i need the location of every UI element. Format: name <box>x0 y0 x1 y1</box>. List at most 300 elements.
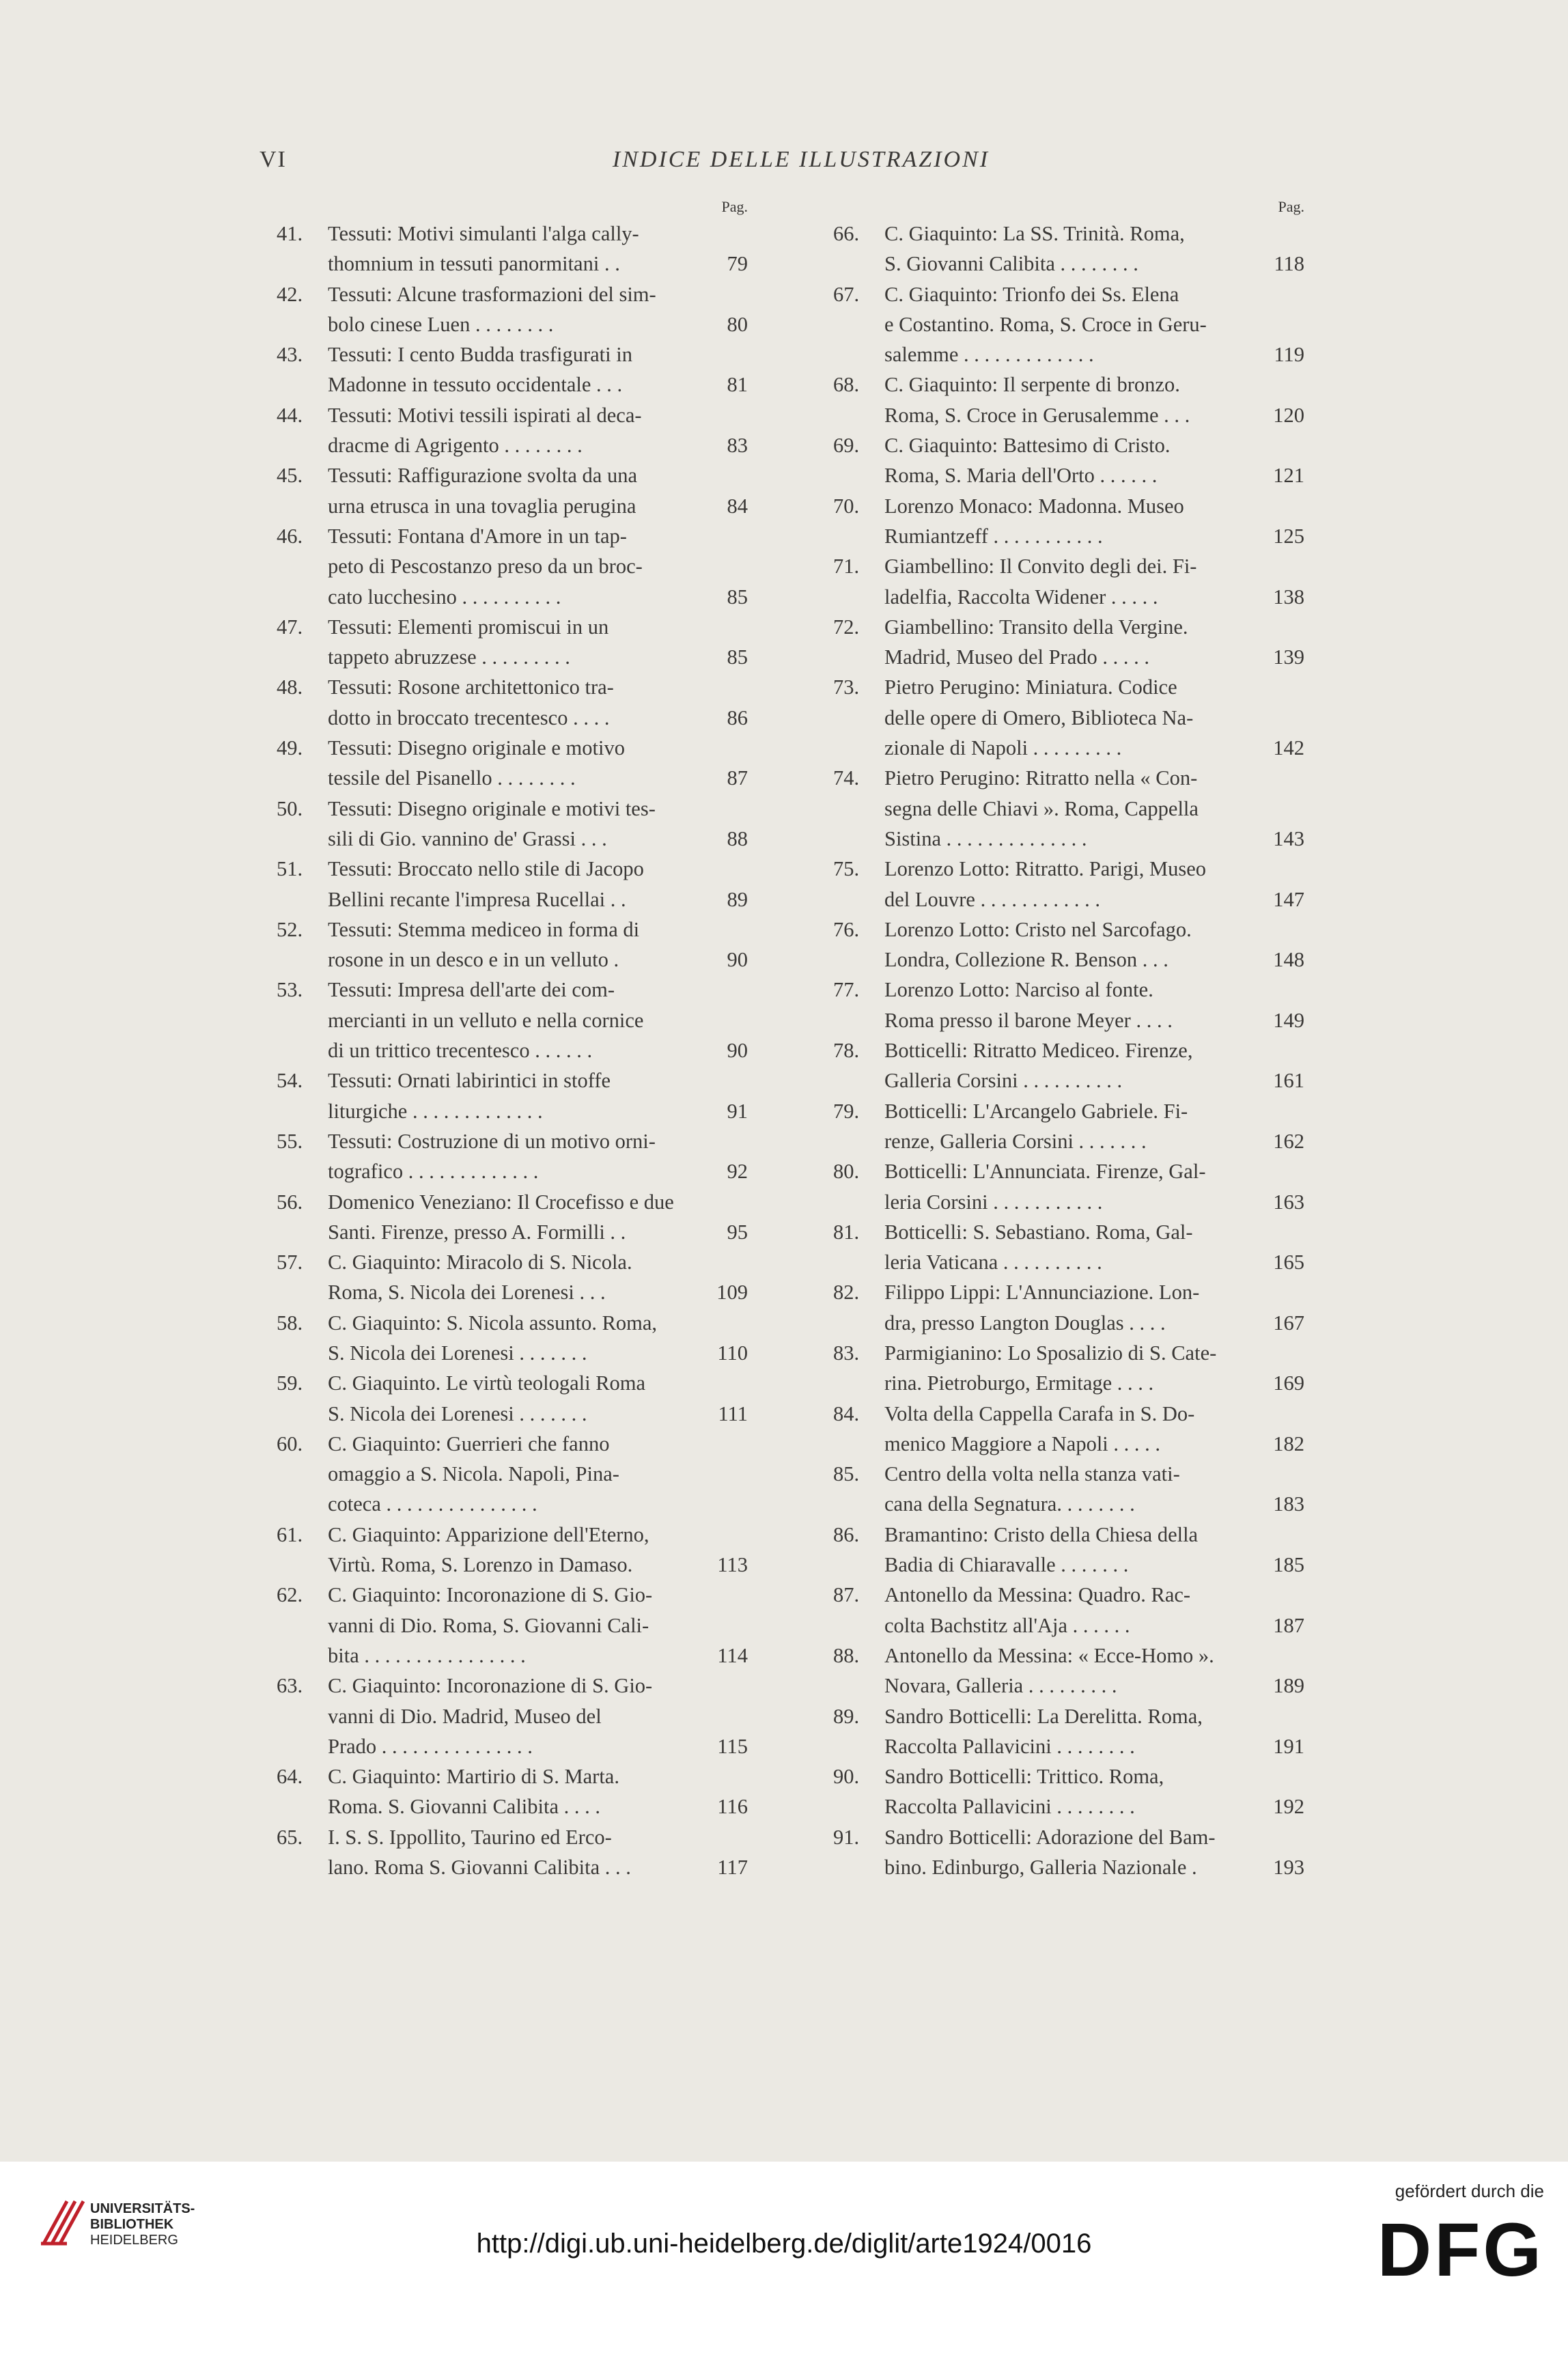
entry-description <box>328 1761 686 1822</box>
running-header <box>260 147 1343 188</box>
entry-number: 41. <box>277 222 303 245</box>
entry-number: 50. <box>277 796 303 820</box>
entry-page-number: 187 <box>1273 1613 1304 1637</box>
entry-line: Bramantino: Cristo della Chiesa della <box>884 1522 1199 1546</box>
entry-number: 62. <box>277 1583 303 1607</box>
entry-page-number: 81 <box>727 373 748 397</box>
list-item <box>833 854 1304 915</box>
entry-description <box>884 1338 1243 1399</box>
entry-line: Botticelli: L'Annunciata. Firenze, Gal- <box>884 1160 1206 1184</box>
entry-description <box>884 975 1243 1035</box>
entry-line: Antonello da Messina: « Ecce-Homo ». <box>884 1643 1214 1667</box>
entry-line: leria Vaticana . . . . . . . . . . <box>884 1251 1102 1274</box>
entry-description <box>884 1277 1243 1338</box>
entry-description <box>328 521 686 612</box>
library-line: UNIVERSITÄTS- <box>90 2201 195 2216</box>
entry-number: 64. <box>277 1765 303 1789</box>
entry-page-number: 167 <box>1273 1311 1304 1335</box>
list-item <box>833 1096 1304 1157</box>
list-item <box>833 1399 1304 1460</box>
entry-number: 59. <box>277 1371 303 1395</box>
entry-line: Raccolta Pallavicini . . . . . . . . <box>884 1795 1135 1819</box>
entry-number: 58. <box>277 1311 303 1335</box>
list-item <box>277 279 748 340</box>
entry-number: 79. <box>833 1099 860 1123</box>
illustration-list-left <box>277 219 748 1882</box>
entry-line: Novara, Galleria . . . . . . . . . <box>884 1674 1117 1698</box>
entry-line: C. Giaquinto: Incoronazione di S. Gio- <box>328 1583 653 1607</box>
entry-page-number: 149 <box>1273 1008 1304 1032</box>
entry-line: Bellini recante l'impresa Rucellai . . <box>328 887 626 911</box>
entry-line: C. Giaquinto: S. Nicola assunto. Roma, <box>328 1311 658 1335</box>
entry-line: Raccolta Pallavicini . . . . . . . . <box>884 1734 1135 1758</box>
entry-line: Tessuti: Broccato nello stile di Jacopo <box>328 857 644 881</box>
entry-page-number: 92 <box>727 1160 748 1184</box>
entry-description <box>884 1459 1243 1520</box>
entry-description <box>884 1520 1243 1580</box>
entry-description <box>884 1096 1243 1157</box>
entry-number: 82. <box>833 1281 860 1304</box>
entry-line: Sandro Botticelli: Adorazione del Bam- <box>884 1825 1216 1849</box>
entry-description <box>884 1580 1243 1641</box>
entry-page-number: 85 <box>727 585 748 609</box>
list-item <box>833 1761 1304 1822</box>
list-item <box>833 1217 1304 1278</box>
entry-number: 49. <box>277 736 303 760</box>
entry-description <box>328 1126 686 1187</box>
entry-page-number: 90 <box>727 948 748 972</box>
entry-line: thomnium in tessuti panormitani . . <box>328 252 620 276</box>
entry-line: cana della Segnatura. . . . . . . . <box>884 1492 1135 1516</box>
entry-line: Madrid, Museo del Prado . . . . . <box>884 645 1149 669</box>
entry-number: 63. <box>277 1674 303 1698</box>
entry-line: C. Giaquinto: Martirio di S. Marta. <box>328 1765 619 1789</box>
entry-number: 67. <box>833 282 860 306</box>
entry-page-number: 114 <box>717 1643 748 1667</box>
entry-line: Badia di Chiaravalle . . . . . . . <box>884 1553 1129 1577</box>
entry-page-number: 147 <box>1273 887 1304 911</box>
entry-line: Prado . . . . . . . . . . . . . . . <box>328 1734 533 1758</box>
entry-line: di un trittico trecentesco . . . . . . <box>328 1039 593 1063</box>
entry-description <box>884 672 1243 763</box>
entry-page-number: 88 <box>727 826 748 850</box>
list-item <box>833 1701 1304 1762</box>
entry-description <box>328 460 686 521</box>
entry-line: rina. Pietroburgo, Ermitage . . . . <box>884 1371 1154 1395</box>
entry-line: Tessuti: I cento Budda trasfigurati in <box>328 343 632 367</box>
list-item <box>277 1520 748 1580</box>
entry-number: 91. <box>833 1825 860 1849</box>
entry-line: tografico . . . . . . . . . . . . . <box>328 1160 539 1184</box>
entry-number: 84. <box>833 1401 860 1425</box>
entry-description <box>328 975 686 1065</box>
entry-number: 55. <box>277 1129 303 1153</box>
list-item <box>277 1822 748 1883</box>
entry-number: 73. <box>833 675 860 699</box>
entry-line: Lorenzo Lotto: Cristo nel Sarcofago. <box>884 917 1192 941</box>
entry-line: Roma, S. Maria dell'Orto . . . . . . <box>884 464 1158 488</box>
entry-line: S. Giovanni Calibita . . . . . . . . <box>884 252 1138 276</box>
list-item <box>277 1126 748 1187</box>
list-item <box>833 430 1304 491</box>
entry-description <box>884 612 1243 673</box>
entry-line: Roma presso il barone Meyer . . . . <box>884 1008 1173 1032</box>
entry-description <box>884 1035 1243 1096</box>
entry-line: Tessuti: Rosone architettonico tra- <box>328 675 614 699</box>
list-item <box>833 491 1304 552</box>
list-item <box>277 672 748 733</box>
entry-number: 78. <box>833 1039 860 1063</box>
entry-line: C. Giaquinto: Battesimo di Cristo. <box>884 434 1171 458</box>
entry-line: cato lucchesino . . . . . . . . . . <box>328 585 561 609</box>
entry-description <box>328 1308 686 1369</box>
entry-page-number: 89 <box>727 887 748 911</box>
entry-line: Londra, Collezione R. Benson . . . <box>884 948 1168 972</box>
entry-line: peto di Pescostanzo preso da un broc- <box>328 555 643 578</box>
entry-description <box>884 430 1243 491</box>
entry-page-number: 142 <box>1273 736 1304 760</box>
entry-line: Rumiantzeff . . . . . . . . . . . <box>884 524 1103 548</box>
entry-line: e Costantino. Roma, S. Croce in Geru- <box>884 312 1207 336</box>
page-title: INDICE DELLE ILLUSTRAZIONI <box>612 147 990 172</box>
footer-bar <box>0 2162 1568 2359</box>
entry-line: Centro della volta nella stanza vati- <box>884 1462 1180 1486</box>
entry-number: 48. <box>277 675 303 699</box>
entry-page-number: 95 <box>727 1220 748 1244</box>
entry-description <box>328 400 686 461</box>
entry-line: Tessuti: Ornati labirintici in stoffe <box>328 1069 611 1093</box>
entry-number: 44. <box>277 403 303 427</box>
entry-number: 56. <box>277 1190 303 1214</box>
list-item <box>833 1277 1304 1338</box>
entry-description <box>884 1641 1243 1701</box>
entry-description <box>328 854 686 915</box>
list-item <box>833 1580 1304 1641</box>
entry-page-number: 162 <box>1273 1129 1304 1153</box>
list-item <box>833 1459 1304 1520</box>
entry-number: 72. <box>833 615 860 639</box>
entry-number: 47. <box>277 615 303 639</box>
entry-line: coteca . . . . . . . . . . . . . . . <box>328 1492 537 1516</box>
entry-page-number: 193 <box>1273 1856 1304 1880</box>
right-column <box>833 198 1304 1882</box>
entry-page-number: 109 <box>716 1281 748 1304</box>
entry-number: 74. <box>833 766 860 790</box>
entry-number: 52. <box>277 917 303 941</box>
list-item <box>277 733 748 794</box>
entry-number: 87. <box>833 1583 860 1607</box>
entry-line: Domenico Veneziano: Il Crocefisso e due <box>328 1190 674 1214</box>
entry-line: bita . . . . . . . . . . . . . . . . <box>328 1643 526 1667</box>
list-item <box>833 1822 1304 1883</box>
entry-line: Botticelli: Ritratto Mediceo. Firenze, <box>884 1039 1193 1063</box>
entry-number: 57. <box>277 1251 303 1274</box>
entry-description <box>328 339 686 400</box>
entry-description <box>884 854 1243 915</box>
list-item <box>277 1247 748 1308</box>
entry-description <box>328 219 686 279</box>
entry-page-number: 161 <box>1273 1069 1304 1093</box>
entry-description <box>884 1761 1243 1822</box>
entry-number: 86. <box>833 1522 860 1546</box>
entry-number: 70. <box>833 494 860 518</box>
entry-page-number: 116 <box>717 1795 748 1819</box>
list-item <box>833 551 1304 612</box>
entry-description <box>884 551 1243 612</box>
entry-line: tappeto abruzzese . . . . . . . . . <box>328 645 570 669</box>
entry-description <box>328 733 686 794</box>
entry-line: tessile del Pisanello . . . . . . . . <box>328 766 576 790</box>
entry-description <box>328 279 686 340</box>
entry-page-number: 143 <box>1273 826 1304 850</box>
entry-line: Antonello da Messina: Quadro. Rac- <box>884 1583 1191 1607</box>
entry-number: 76. <box>833 917 860 941</box>
entry-number: 83. <box>833 1341 860 1365</box>
entry-line: Virtù. Roma, S. Lorenzo in Damaso. <box>328 1553 633 1577</box>
entry-description <box>884 1399 1243 1460</box>
entry-description <box>884 1822 1243 1883</box>
entry-page-number: 182 <box>1273 1432 1304 1455</box>
entry-page-number: 118 <box>1274 252 1304 276</box>
entry-description <box>328 612 686 673</box>
entry-number: 71. <box>833 555 860 578</box>
entry-page-number: 80 <box>727 312 748 336</box>
entry-line: Volta della Cappella Carafa in S. Do- <box>884 1401 1195 1425</box>
entry-page-number: 189 <box>1273 1674 1304 1698</box>
entry-description <box>328 1580 686 1671</box>
entry-line: mercianti in un velluto e nella cornice <box>328 1008 644 1032</box>
entry-page-number: 169 <box>1273 1371 1304 1395</box>
entry-line: C. Giaquinto: Apparizione dell'Eterno, <box>328 1522 649 1546</box>
entry-line: I. S. S. Ippollito, Taurino ed Erco- <box>328 1825 612 1849</box>
entry-number: 42. <box>277 282 303 306</box>
list-item <box>277 1308 748 1369</box>
entry-number: 60. <box>277 1432 303 1455</box>
entry-line: Giambellino: Transito della Vergine. <box>884 615 1188 639</box>
entry-description <box>884 219 1243 279</box>
pag-label: Pag. <box>721 198 748 215</box>
entry-line: bolo cinese Luen . . . . . . . . <box>328 312 554 336</box>
list-item <box>277 854 748 915</box>
left-column <box>277 198 748 1882</box>
list-item <box>833 369 1304 430</box>
list-item <box>833 1520 1304 1580</box>
entry-line: Tessuti: Motivi simulanti l'alga cally- <box>328 222 639 245</box>
entry-line: S. Nicola dei Lorenesi . . . . . . . <box>328 1341 587 1365</box>
entry-description <box>884 279 1243 370</box>
list-item <box>833 763 1304 854</box>
entry-description <box>328 1187 686 1248</box>
entry-number: 80. <box>833 1160 860 1184</box>
entry-line: Tessuti: Stemma mediceo in forma di <box>328 917 640 941</box>
entry-page-number: 115 <box>717 1734 748 1758</box>
list-item <box>277 612 748 673</box>
entry-page-number: 110 <box>717 1341 748 1365</box>
entry-line: Roma, S. Croce in Gerusalemme . . . <box>884 403 1190 427</box>
entry-line: renze, Galleria Corsini . . . . . . . <box>884 1129 1147 1153</box>
entry-description <box>328 915 686 975</box>
entry-line: C. Giaquinto: Il serpente di bronzo. <box>884 373 1180 397</box>
entry-page-number: 79 <box>727 252 748 276</box>
entry-page-number: 138 <box>1273 585 1304 609</box>
entry-number: 68. <box>833 373 860 397</box>
entry-page-number: 139 <box>1273 645 1304 669</box>
entry-line: omaggio a S. Nicola. Napoli, Pina- <box>328 1462 619 1486</box>
entry-line: Lorenzo Lotto: Ritratto. Parigi, Museo <box>884 857 1206 881</box>
entry-line: sili di Gio. vannino de' Grassi . . . <box>328 826 607 850</box>
entry-page-number: 125 <box>1273 524 1304 548</box>
entry-line: Botticelli: S. Sebastiano. Roma, Gal- <box>884 1220 1193 1244</box>
sponsor-caption: gefördert durch die <box>1395 2181 1544 2201</box>
dfg-logo: DFG <box>1377 2208 1544 2292</box>
entry-line: Pietro Perugino: Miniatura. Codice <box>884 675 1177 699</box>
entry-line: Tessuti: Raffigurazione svolta da una <box>328 464 637 488</box>
entry-page-number: 113 <box>717 1553 748 1577</box>
entry-page-number: 90 <box>727 1039 748 1063</box>
entry-number: 69. <box>833 434 860 458</box>
entry-line: Sandro Botticelli: La Derelitta. Roma, <box>884 1704 1203 1728</box>
entry-line: C. Giaquinto: Trionfo dei Ss. Elena <box>884 282 1179 306</box>
entry-description <box>328 1520 686 1580</box>
entry-line: Galleria Corsini . . . . . . . . . . <box>884 1069 1123 1093</box>
list-item <box>277 1761 748 1822</box>
entry-line: Tessuti: Costruzione di un motivo orni- <box>328 1129 656 1153</box>
entry-line: Lorenzo Lotto: Narciso al fonte. <box>884 978 1153 1002</box>
source-url-link[interactable]: http://digi.ub.uni-heidelberg.de/diglit/arte1924/0016 <box>476 2229 1092 2259</box>
entry-line: del Louvre . . . . . . . . . . . . <box>884 887 1100 911</box>
entry-line: menico Maggiore a Napoli . . . . . <box>884 1432 1161 1455</box>
entry-line: Tessuti: Motivi tessili ispirati al deca- <box>328 403 642 427</box>
entry-number: 65. <box>277 1825 303 1849</box>
entry-description <box>328 1429 686 1520</box>
entry-number: 43. <box>277 343 303 367</box>
list-item <box>277 975 748 1065</box>
list-item <box>277 915 748 975</box>
entry-line: Sistina . . . . . . . . . . . . . . <box>884 826 1087 850</box>
list-item <box>277 400 748 461</box>
entry-line: C. Giaquinto: Incoronazione di S. Gio- <box>328 1674 653 1698</box>
entry-line: Pietro Perugino: Ritratto nella « Con- <box>884 766 1198 790</box>
entry-number: 66. <box>833 222 860 245</box>
entry-description <box>328 1368 686 1429</box>
entry-page-number: 185 <box>1273 1553 1304 1577</box>
list-item <box>277 1187 748 1248</box>
entry-number: 61. <box>277 1522 303 1546</box>
entry-line: Tessuti: Fontana d'Amore in un tap- <box>328 524 627 548</box>
entry-description <box>884 763 1243 854</box>
entry-description <box>328 1671 686 1761</box>
entry-line: rosone in un desco e in un velluto . <box>328 948 619 972</box>
entry-number: 81. <box>833 1220 860 1244</box>
entry-page-number: 83 <box>727 434 748 458</box>
list-item <box>833 612 1304 673</box>
entry-line: vanni di Dio. Roma, S. Giovanni Cali- <box>328 1613 649 1637</box>
list-item <box>833 219 1304 279</box>
library-line: HEIDELBERG <box>90 2233 178 2248</box>
entry-number: 45. <box>277 464 303 488</box>
entry-line: C. Giaquinto: La SS. Trinità. Roma, <box>884 222 1185 245</box>
entry-line: Roma, S. Nicola dei Lorenesi . . . <box>328 1281 606 1304</box>
entry-description <box>884 491 1243 552</box>
entry-page-number: 121 <box>1273 464 1304 488</box>
entry-line: leria Corsini . . . . . . . . . . . <box>884 1190 1103 1214</box>
entry-line: Madonne in tessuto occidentale . . . <box>328 373 623 397</box>
entry-line: Roma. S. Giovanni Calibita . . . . <box>328 1795 601 1819</box>
entry-number: 53. <box>277 978 303 1002</box>
list-item <box>833 975 1304 1035</box>
list-item <box>833 1156 1304 1217</box>
entry-line: ladelfia, Raccolta Widener . . . . . <box>884 585 1158 609</box>
entry-line: dracme di Agrigento . . . . . . . . <box>328 434 583 458</box>
entry-description <box>884 1156 1243 1217</box>
entry-page-number: 192 <box>1273 1795 1304 1819</box>
entry-page-number: 117 <box>717 1856 748 1880</box>
entry-description <box>884 1701 1243 1762</box>
entry-line: Tessuti: Disegno originale e motivo <box>328 736 625 760</box>
entry-number: 89. <box>833 1704 860 1728</box>
list-item <box>833 1338 1304 1399</box>
list-item <box>277 1671 748 1761</box>
entry-line: vanni di Dio. Madrid, Museo del <box>328 1704 602 1728</box>
entry-number: 51. <box>277 857 303 881</box>
entry-description <box>328 1822 686 1883</box>
list-item <box>833 915 1304 975</box>
entry-line: Filippo Lippi: L'Annunciazione. Lon- <box>884 1281 1200 1304</box>
entry-line: liturgiche . . . . . . . . . . . . . <box>328 1099 543 1123</box>
entry-number: 85. <box>833 1462 860 1486</box>
entry-line: Tessuti: Impresa dell'arte dei com- <box>328 978 615 1002</box>
entry-line: colta Bachstitz all'Aja . . . . . . <box>884 1613 1130 1637</box>
entry-line: zionale di Napoli . . . . . . . . . <box>884 736 1122 760</box>
illustration-list-right <box>833 219 1304 1882</box>
entry-line: Sandro Botticelli: Trittico. Roma, <box>884 1765 1164 1789</box>
entry-line: delle opere di Omero, Biblioteca Na- <box>884 706 1194 729</box>
entry-description <box>884 1217 1243 1278</box>
pag-label: Pag. <box>1278 198 1304 215</box>
entry-number: 88. <box>833 1643 860 1667</box>
entry-page-number: 163 <box>1273 1190 1304 1214</box>
list-item <box>833 1641 1304 1701</box>
entry-line: S. Nicola dei Lorenesi . . . . . . . <box>328 1401 587 1425</box>
entry-page-number: 85 <box>727 645 748 669</box>
entry-line: salemme . . . . . . . . . . . . . <box>884 343 1094 367</box>
entry-line: Botticelli: L'Arcangelo Gabriele. Fi- <box>884 1099 1188 1123</box>
entry-line: Tessuti: Elementi promiscui in un <box>328 615 609 639</box>
list-item <box>277 521 748 612</box>
entry-number: 46. <box>277 524 303 548</box>
entry-line: urna etrusca in una tovaglia perugina <box>328 494 636 518</box>
page-number: VI <box>260 147 287 172</box>
entry-page-number: 86 <box>727 706 748 729</box>
list-item <box>277 460 748 521</box>
list-item <box>277 219 748 279</box>
entry-line: Tessuti: Disegno originale e motivi tes- <box>328 796 656 820</box>
entry-line: bino. Edinburgo, Galleria Nazionale . <box>884 1856 1197 1880</box>
entry-page-number: 165 <box>1273 1251 1304 1274</box>
entry-page-number: 148 <box>1273 948 1304 972</box>
list-item <box>277 1368 748 1429</box>
list-item <box>277 1065 748 1126</box>
entry-description <box>884 915 1243 975</box>
entry-line: Tessuti: Alcune trasformazioni del sim- <box>328 282 656 306</box>
entry-page-number: 191 <box>1273 1734 1304 1758</box>
entry-description <box>328 672 686 733</box>
list-item <box>277 1429 748 1520</box>
entry-number: 75. <box>833 857 860 881</box>
entry-page-number: 84 <box>727 494 748 518</box>
entry-page-number: 111 <box>718 1401 748 1425</box>
entry-line: C. Giaquinto. Le virtù teologali Roma <box>328 1371 646 1395</box>
